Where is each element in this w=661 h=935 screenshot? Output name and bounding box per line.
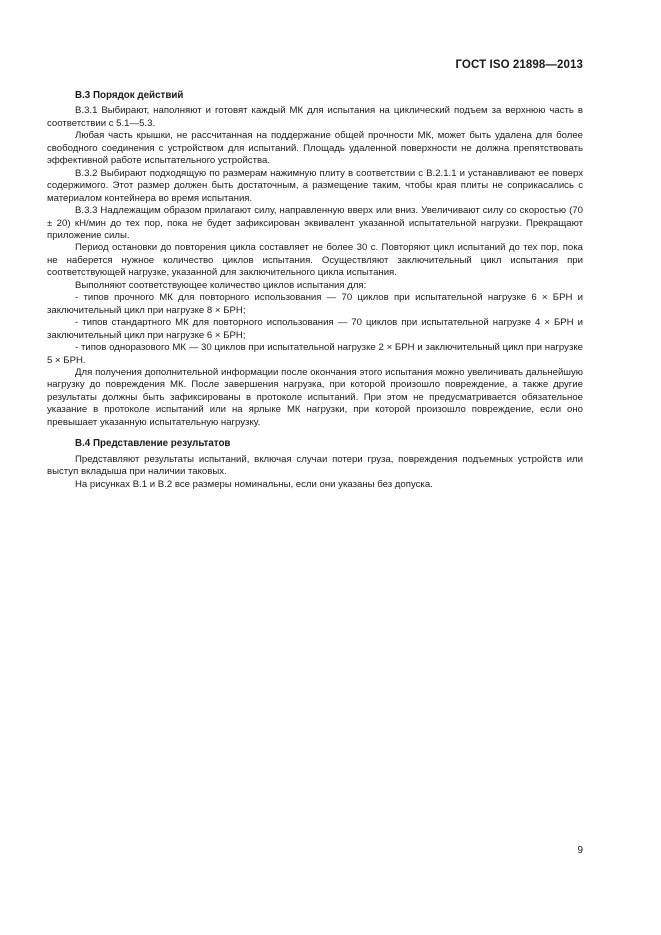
- list-item: - типов одноразового МК — 30 циклов при испытательной нагрузке 2 × БРН и заключительный цикл при нагрузке 5 × БРН.: [47, 342, 583, 366]
- section-heading-b3: В.3 Порядок действий: [75, 90, 184, 101]
- paragraph: Выполняют соответствующее количество циклов испытания для:: [75, 279, 367, 291]
- standard-designation: ГОСТ ISO 21898—2013: [455, 59, 583, 71]
- paragraph: Для получения дополнительной информации после окончания этого испытания можно увеличивать дальнейшую нагрузку до повреждения МК. После завершения нагрузка, при которой произошло повреждение, а также другие результаты должны быть зафиксированы в протоколе испытаний. При этом не предусматривается обязательное указание в протоколе испытаний или на ярлыке МК нагрузки, при которой произошло повреждение, если оно превышает указанную испытательную нагрузку.: [47, 366, 583, 428]
- page-number: 9: [577, 845, 583, 856]
- list-item: - типов прочного МК для повторного использования — 70 циклов при испытательной нагрузке 6 × БРН и заключительный цикл при нагрузке 8 × БРН;: [47, 292, 583, 316]
- paragraph: В.3.2 Выбирают подходящую по размерам нажимную плиту в соответствии с В.2.1.1 и устанавливают ее поверх содержимого. Этот размер должен быть достаточным, а размещение таким, чтобы края плиты не соприкасались с материалом контейнера во время испытания.: [47, 167, 583, 204]
- paragraph: На рисунках В.1 и В.2 все размеры номинальны, если они указаны без допуска.: [75, 478, 433, 490]
- paragraph: Любая часть крышки, не рассчитанная на поддержание общей прочности МК, может быть удалена для более свободного соединения с устройством для испытаний. Площадь удаленной поверхности не должна препятствовать эффективной работе испытательного устройства.: [47, 130, 583, 167]
- section-heading-b4: В.4 Представление результатов: [75, 438, 231, 450]
- paragraph: В.3.3 Надлежащим образом прилагают силу, направленную вверх или вниз. Увеличивают силу со скоростью (70 ± 20) кН/мин до тех пор, пока не будет зафиксирован эквивалент указанной испытательной нагрузки. Прекращают приложение силы.: [47, 205, 583, 241]
- document-body: [47, 90, 583, 491]
- paragraph: В.3.1 Выбирают, наполняют и готовят каждый МК для испытания на циклический подъем за верхнюю часть в соответствии с 5.1—5.3.: [47, 105, 583, 129]
- paragraph: Период остановки до повторения цикла составляет не более 30 с. Повторяют цикл испытаний до тех пор, пока не наберется нужное количество циклов испытания. Осуществляют заключительный цикл испытания при соответствующей нагрузке, указанной для заключительного цикла испытания.: [47, 242, 583, 279]
- paragraph: Представляют результаты испытаний, включая случаи потери груза, повреждения подъемных устройств или выступ вкладыша при наличии таковых.: [47, 453, 583, 478]
- list-item: - типов стандартного МК для повторного использования — 70 циклов при испытательной нагрузке 4 × БРН и заключительный цикл при нагрузке 6 × БРН;: [47, 317, 583, 341]
